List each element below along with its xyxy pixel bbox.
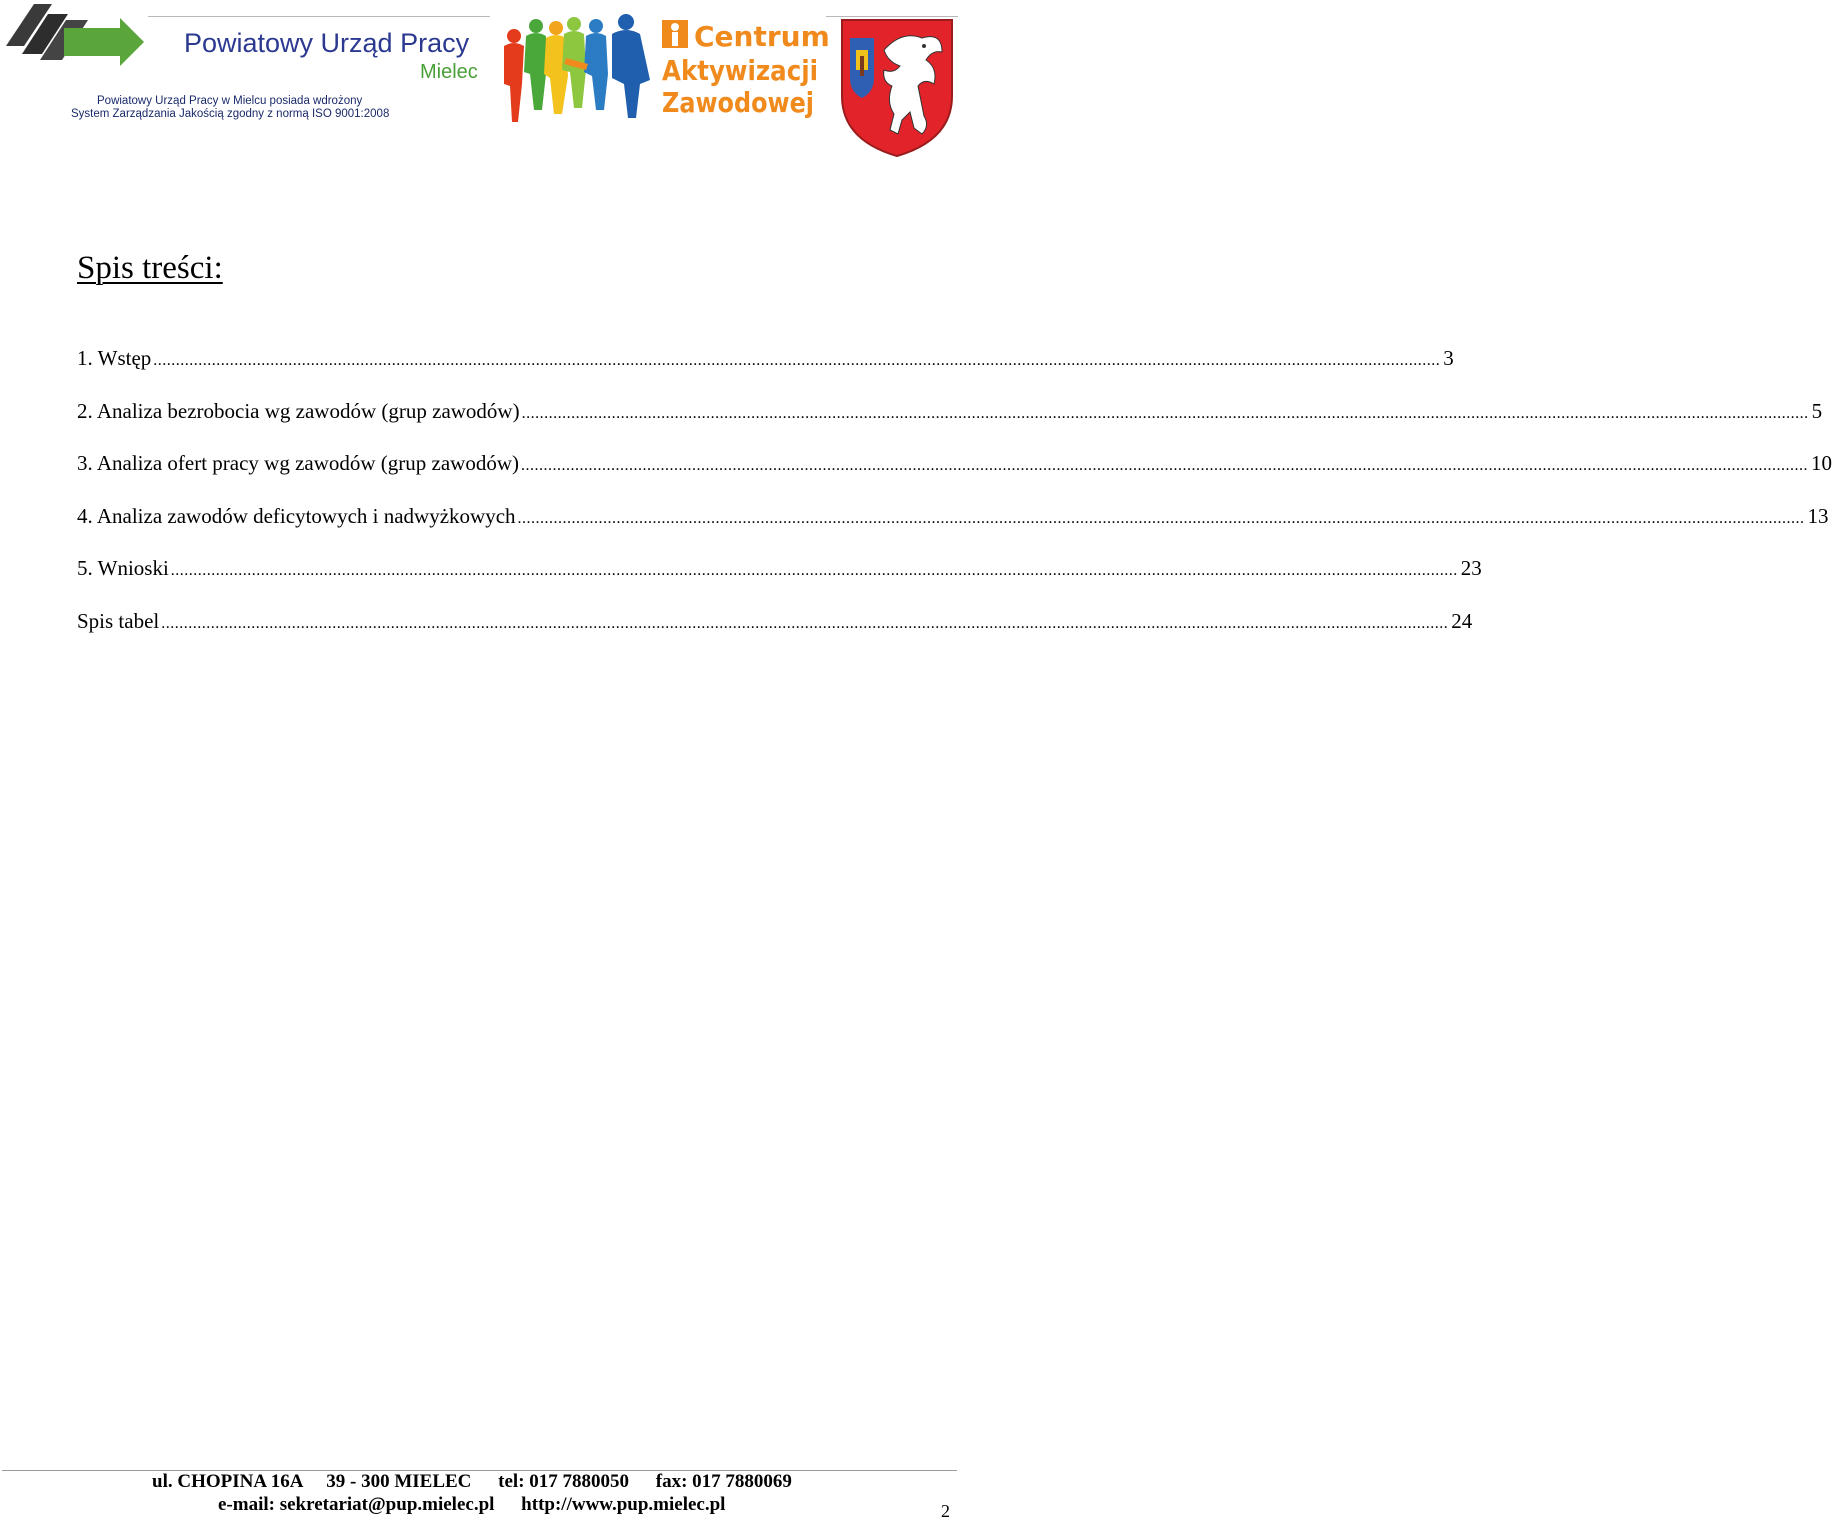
- caz-logo-icon: [660, 16, 830, 119]
- toc-leader-dots: [521, 457, 1808, 475]
- toc-entry[interactable]: [77, 503, 1829, 557]
- org-city: Mielec: [420, 61, 478, 83]
- page-header: [0, 0, 960, 160]
- header-rule-left: [148, 16, 490, 17]
- toc-entry-label: Spis tabel: [77, 608, 160, 633]
- toc-leader-dots: [518, 510, 1805, 528]
- toc-entry-page: 5: [1811, 398, 1823, 423]
- toc-entry[interactable]: [77, 608, 1473, 662]
- toc-entry-label: 5. Wnioski: [77, 556, 169, 580]
- page-number: 2: [941, 1501, 950, 1521]
- caz-logo-word-3: Zawodowej: [662, 86, 814, 119]
- toc-leader-dots: [171, 562, 1458, 580]
- footer-web-line: [218, 1494, 725, 1516]
- toc-entry[interactable]: [77, 346, 1454, 399]
- toc-entry-label: 2. Analiza bezrobocia wg zawodów (grup zawodów): [77, 398, 520, 423]
- org-name: Powiatowy Urząd Pracy: [184, 28, 470, 58]
- toc-entry-label: 3. Analiza ofert pracy wg zawodów (grup zawodów): [77, 451, 520, 475]
- footer-contact-line: [152, 1471, 792, 1493]
- toc-entry[interactable]: [77, 556, 1482, 609]
- iso-line-2: System Zarządzania Jakością zgodny z normą ISO 9001:2008: [71, 108, 390, 120]
- footer-tel: tel: 017 7880050: [498, 1471, 630, 1492]
- toc-entry-page: 3: [1443, 346, 1454, 370]
- toc-entry-label: 4. Analiza zawodów deficytowych i nadwyżkowych: [77, 503, 516, 528]
- toc-leader-dots: [522, 405, 1809, 423]
- footer-fax: fax: 017 7880069: [655, 1471, 792, 1492]
- footer-email[interactable]: e-mail: sekretariat@pup.mielec.pl: [218, 1494, 495, 1515]
- caz-logo-word-2: Aktywizacji: [662, 54, 818, 87]
- toc-entry[interactable]: [77, 398, 1823, 452]
- toc-entry-page: 24: [1451, 608, 1473, 633]
- iso-line-1: Powiatowy Urząd Pracy w Mielcu posiada wdrożony: [97, 95, 363, 107]
- toc-leader-dots: [161, 615, 1448, 633]
- toc-entry[interactable]: [77, 451, 1832, 504]
- footer-www[interactable]: http://www.pup.mielec.pl: [521, 1494, 726, 1515]
- toc-leader-dots: [153, 352, 1440, 370]
- footer-postal: 39 - 300 MIELEC: [326, 1471, 472, 1492]
- toc-entry-page: 10: [1811, 451, 1832, 475]
- toc-list: [77, 346, 1832, 661]
- pup-logo-icon: [4, 4, 146, 66]
- toc-entry-label: 1. Wstęp: [77, 346, 152, 370]
- toc-entry-page: 13: [1807, 503, 1829, 528]
- footer-address: ul. CHOPINA 16A: [152, 1471, 304, 1492]
- people-illustration-icon: [500, 14, 658, 124]
- coat-of-arms-icon: [838, 16, 956, 158]
- toc-title: Spis treści:: [77, 250, 223, 286]
- caz-logo-word-1: Centrum: [694, 20, 830, 53]
- toc-entry-page: 23: [1460, 556, 1482, 580]
